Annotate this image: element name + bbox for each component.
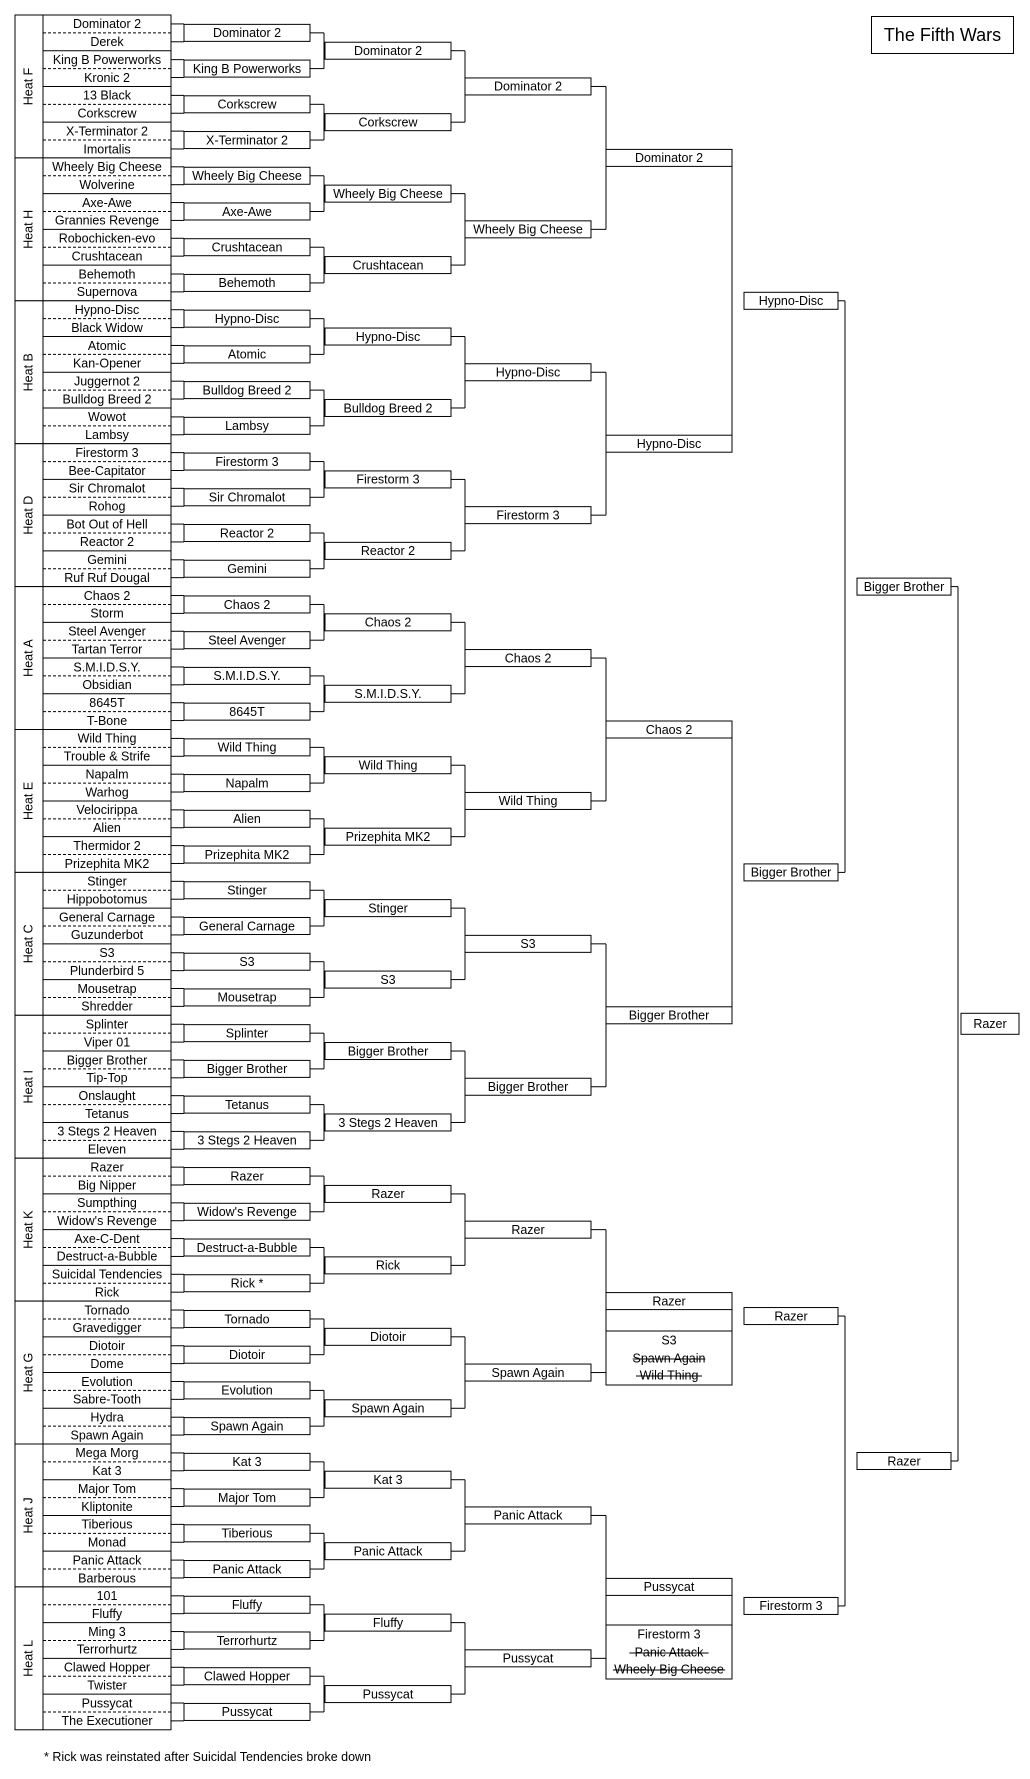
robot-name: Pussycat (81, 1696, 133, 1711)
round2-winner: Bigger Brother (347, 1044, 429, 1059)
robot-name: Barberous (78, 1571, 136, 1586)
robot-name: 8645T (89, 696, 125, 711)
heat-winner: Bigger Brother (487, 1080, 569, 1095)
round2-winner: Panic Attack (353, 1544, 423, 1559)
heat-label: Heat G (21, 1352, 36, 1393)
robot-name: Panic Attack (72, 1553, 142, 1568)
heat-label: Heat A (21, 639, 36, 677)
robot-name: Wolverine (79, 177, 135, 192)
robot-name: Eleven (87, 1142, 127, 1157)
robot-name: Dominator 2 (72, 17, 142, 32)
round1-winner: Terrorhurtz (216, 1633, 278, 1648)
heat-label: Heat K (21, 1210, 36, 1249)
round2-winner: S.M.I.D.S.Y. (354, 687, 422, 702)
robot-name: Tornado (84, 1303, 130, 1318)
robot-name: Crushtacean (71, 249, 143, 264)
robot-name: Atomic (87, 338, 127, 353)
robot-name: Monad (87, 1535, 127, 1550)
robot-name: Fluffy (91, 1606, 123, 1621)
robot-name: Ruf Ruf Dougal (64, 570, 150, 585)
quarter-winner: Razer (774, 1309, 808, 1324)
heat-label: Heat H (21, 209, 36, 249)
pool-winner: Pussycat (643, 1580, 695, 1595)
robot-name: X-Terminator 2 (66, 124, 148, 139)
round2-winner: Stinger (368, 901, 408, 916)
heat-winner: Panic Attack (493, 1508, 563, 1523)
robot-name: Spawn Again (70, 1428, 144, 1443)
round1-winner: Prizephita MK2 (204, 847, 290, 862)
robot-name: Thermidor 2 (73, 838, 141, 853)
round2-winner: Chaos 2 (364, 615, 412, 630)
robot-name: Kliptonite (81, 1499, 133, 1514)
pool-winner: Dominator 2 (634, 151, 704, 166)
heat-label: Heat J (21, 1497, 36, 1534)
robot-name: S3 (99, 946, 115, 961)
round2-winner: Fluffy (372, 1615, 404, 1630)
pool-winner: Bigger Brother (628, 1008, 710, 1023)
robot-name: King B Powerworks (52, 52, 162, 67)
round1-winner: Evolution (221, 1383, 273, 1398)
robot-name: Chaos 2 (83, 588, 131, 603)
robot-name: Axe-C-Dent (74, 1231, 140, 1246)
round1-winner: Steel Avenger (208, 633, 286, 648)
robot-name: Firestorm 3 (75, 445, 139, 460)
robot-name: Kat 3 (92, 1464, 122, 1479)
round2-winner: Razer (371, 1187, 405, 1202)
heat-label: Heat D (21, 495, 36, 535)
round1-winner: Alien (233, 812, 261, 827)
semi-winner: Razer (887, 1454, 921, 1469)
round1-winner: Firestorm 3 (215, 454, 279, 469)
round1-winner: Lambsy (225, 419, 269, 434)
round1-winner: Axe-Awe (222, 204, 272, 219)
heat-winner: Pussycat (502, 1651, 554, 1666)
robot-name: 3 Stegs 2 Heaven (57, 1124, 157, 1139)
robot-name: Mousetrap (77, 981, 137, 996)
robot-name: Stinger (87, 874, 127, 889)
round2-winner: Wheely Big Cheese (333, 186, 443, 201)
round1-winner: Spawn Again (210, 1419, 284, 1434)
round2-winner: Pussycat (362, 1687, 414, 1702)
round2-winner: Reactor 2 (360, 544, 416, 559)
round1-winner: Mousetrap (217, 990, 277, 1005)
round1-winner: Wheely Big Cheese (192, 169, 302, 184)
pool-winner: Chaos 2 (645, 722, 693, 737)
round2-winner: Hypno-Disc (355, 329, 421, 344)
bracket-title: The Fifth Wars (871, 16, 1014, 54)
heat-label: Heat L (21, 1639, 36, 1677)
round1-winner: Dominator 2 (212, 26, 282, 41)
quarter-winner: Hypno-Disc (758, 294, 824, 309)
round1-winner: Diotoir (228, 1347, 266, 1362)
quarter-winner: Firestorm 3 (759, 1599, 823, 1614)
robot-name: Steel Avenger (68, 624, 146, 639)
robot-name: Splinter (85, 1017, 129, 1032)
semi-winner: Bigger Brother (863, 579, 945, 594)
robot-name: Twister (87, 1678, 127, 1693)
robot-name: Dome (90, 1356, 124, 1371)
robot-name: Viper 01 (83, 1035, 131, 1050)
round2-winner: 3 Stegs 2 Heaven (338, 1115, 438, 1130)
robot-name: Ming 3 (88, 1624, 126, 1639)
losers-struck: Wild Thing (639, 1368, 699, 1383)
robot-name: Prizephita MK2 (64, 856, 150, 871)
robot-name: Derek (90, 35, 124, 50)
robot-name: Onslaught (78, 1088, 136, 1103)
round1-winner: S3 (239, 955, 255, 970)
heat-label: Heat F (21, 67, 36, 106)
round1-winner: Wild Thing (217, 740, 277, 755)
robot-name: Clawed Hopper (63, 1660, 151, 1675)
robot-name: Hydra (90, 1410, 124, 1425)
round1-winner: Atomic (227, 347, 267, 362)
robot-name: Hippobotomus (66, 892, 148, 907)
robot-name: Tetanus (85, 1106, 129, 1121)
round1-winner: Sir Chromalot (208, 490, 286, 505)
robot-name: Lambsy (85, 428, 129, 443)
round1-winner: General Carnage (199, 919, 295, 934)
robot-name: Destruct-a-Bubble (56, 1249, 158, 1264)
losers-winner: S3 (661, 1333, 677, 1348)
round1-winner: Tiberious (221, 1526, 273, 1541)
robot-name: 13 Black (83, 88, 131, 103)
robot-name: Evolution (81, 1374, 133, 1389)
robot-name: Gravedigger (72, 1321, 142, 1336)
losers-struck: Panic Attack (634, 1645, 704, 1660)
round1-winner: Splinter (225, 1026, 269, 1041)
robot-name: Imortalis (83, 142, 131, 157)
robot-name: Wild Thing (77, 731, 137, 746)
heat-winner: Hypno-Disc (495, 365, 561, 380)
robot-name: Trouble & Strife (63, 749, 151, 764)
robot-name: T-Bone (86, 713, 128, 728)
round1-winner: Bigger Brother (206, 1062, 288, 1077)
robot-name: Wheely Big Cheese (52, 160, 162, 175)
robot-name: Diotoir (88, 1339, 126, 1354)
robot-name: Wowot (88, 410, 126, 425)
robot-name: Rohog (88, 499, 126, 514)
robot-name: The Executioner (61, 1714, 153, 1729)
losers-struck: Wheely Big Cheese (614, 1662, 724, 1677)
round2-winner: Dominator 2 (353, 44, 423, 59)
round1-winner: 8645T (229, 704, 265, 719)
round1-winner: Crushtacean (211, 240, 283, 255)
round1-winner: Clawed Hopper (203, 1669, 291, 1684)
round1-winner: Panic Attack (212, 1562, 282, 1577)
robot-name: Behemoth (78, 267, 136, 282)
round1-winner: Bulldog Breed 2 (202, 383, 292, 398)
robot-name: Suicidal Tendencies (51, 1267, 163, 1282)
heat-label: Heat C (21, 924, 36, 964)
round2-winner: Firestorm 3 (356, 472, 420, 487)
round1-winner: S.M.I.D.S.Y. (213, 669, 281, 684)
heat-winner: Dominator 2 (493, 79, 563, 94)
robot-name: Bulldog Breed 2 (62, 392, 152, 407)
robot-name: Robochicken-evo (58, 231, 156, 246)
robot-name: Guzunderbot (70, 928, 144, 943)
round1-winner: Napalm (225, 776, 269, 791)
pool-winner: Razer (652, 1294, 686, 1309)
robot-name: Obsidian (82, 678, 132, 693)
robot-name: S.M.I.D.S.Y. (73, 660, 141, 675)
robot-name: Grannies Revenge (54, 213, 160, 228)
round1-winner: Chaos 2 (223, 597, 271, 612)
robot-name: Velocirippa (76, 803, 138, 818)
robot-name: Gemini (87, 553, 127, 568)
round2-winner: S3 (380, 972, 396, 987)
round1-winner: Rick * (230, 1276, 264, 1291)
heat-winner: Razer (511, 1222, 545, 1237)
round1-winner: Major Tom (217, 1490, 277, 1505)
round1-winner: Corkscrew (217, 97, 277, 112)
robot-name: Black Widow (71, 320, 143, 335)
quarter-winner: Bigger Brother (750, 865, 832, 880)
robot-name: Hypno-Disc (74, 303, 140, 318)
round1-winner: Behemoth (218, 276, 276, 291)
robot-name: Alien (93, 821, 121, 836)
footnote: * Rick was reinstated after Suicidal Tendencies broke down (44, 1750, 372, 1764)
robot-name: Tartan Terror (71, 642, 143, 657)
robot-name: Reactor 2 (79, 535, 135, 550)
robot-name: Widow's Revenge (57, 1214, 157, 1229)
robot-name: Corkscrew (77, 106, 137, 121)
robot-name: Bee-Capitator (68, 463, 146, 478)
round1-winner: Stinger (227, 883, 267, 898)
round1-winner: Reactor 2 (219, 526, 275, 541)
round2-winner: Bulldog Breed 2 (343, 401, 433, 416)
round2-winner: Diotoir (369, 1330, 407, 1345)
robot-name: Plunderbird 5 (69, 963, 145, 978)
robot-name: Kan-Opener (72, 356, 142, 371)
round2-winner: Spawn Again (351, 1401, 425, 1416)
robot-name: General Carnage (59, 910, 155, 925)
robot-name: Tiberious (81, 1517, 133, 1532)
round2-winner: Wild Thing (358, 758, 418, 773)
robot-name: Sir Chromalot (68, 481, 146, 496)
round2-winner: Prizephita MK2 (345, 829, 431, 844)
round2-winner: Crushtacean (352, 258, 424, 273)
round2-winner: Kat 3 (373, 1473, 403, 1488)
robot-name: Napalm (85, 767, 129, 782)
robot-name: Kronic 2 (84, 70, 130, 85)
round1-winner: Tornado (224, 1312, 270, 1327)
round1-winner: Destruct-a-Bubble (196, 1240, 298, 1255)
robot-name: Rick (94, 1285, 120, 1300)
heat-winner: Chaos 2 (504, 651, 552, 666)
round1-winner: Fluffy (231, 1598, 263, 1613)
robot-name: Warhog (85, 785, 129, 800)
pool-winner: Hypno-Disc (636, 436, 702, 451)
round1-winner: Widow's Revenge (197, 1205, 297, 1220)
robot-name: Bot Out of Hell (66, 517, 148, 532)
heat-winner: S3 (520, 937, 536, 952)
robot-name: Mega Morg (75, 1446, 139, 1461)
round1-winner: Razer (230, 1169, 264, 1184)
losers-struck: Spawn Again (632, 1351, 706, 1366)
champion: Razer (973, 1017, 1007, 1032)
round1-winner: X-Terminator 2 (206, 133, 288, 148)
losers-winner: Firestorm 3 (637, 1627, 701, 1642)
robot-name: Supernova (76, 285, 138, 300)
heat-winner: Spawn Again (491, 1365, 565, 1380)
robot-name: Juggernot 2 (73, 374, 141, 389)
round1-winner: King B Powerworks (192, 61, 302, 76)
robot-name: Sumpthing (77, 1196, 137, 1211)
heat-label: Heat I (21, 1070, 36, 1104)
heat-label: Heat E (21, 781, 36, 821)
heat-winner: Firestorm 3 (496, 508, 560, 523)
heat-label: Heat B (21, 353, 36, 392)
robot-name: Storm (90, 606, 124, 621)
round2-winner: Rick (375, 1258, 401, 1273)
robot-name: Major Tom (77, 1481, 137, 1496)
robot-name: Axe-Awe (82, 195, 132, 210)
robot-name: Big Nipper (77, 1178, 137, 1193)
robot-name: Tip-Top (86, 1071, 128, 1086)
round1-winner: Gemini (227, 562, 267, 577)
round2-winner: Corkscrew (358, 115, 418, 130)
robot-name: Terrorhurtz (76, 1642, 138, 1657)
heat-winner: Wild Thing (498, 794, 558, 809)
robot-name: 101 (96, 1589, 118, 1604)
round1-winner: Tetanus (225, 1097, 269, 1112)
robot-name: Bigger Brother (66, 1053, 148, 1068)
round1-winner: Kat 3 (232, 1455, 262, 1470)
robot-name: Shredder (81, 999, 133, 1014)
robot-name: Sabre-Tooth (72, 1392, 142, 1407)
round1-winner: 3 Stegs 2 Heaven (197, 1133, 297, 1148)
round1-winner: Pussycat (221, 1705, 273, 1720)
heat-winner: Wheely Big Cheese (473, 222, 583, 237)
round1-winner: Hypno-Disc (214, 311, 280, 326)
robot-name: Razer (90, 1160, 124, 1175)
